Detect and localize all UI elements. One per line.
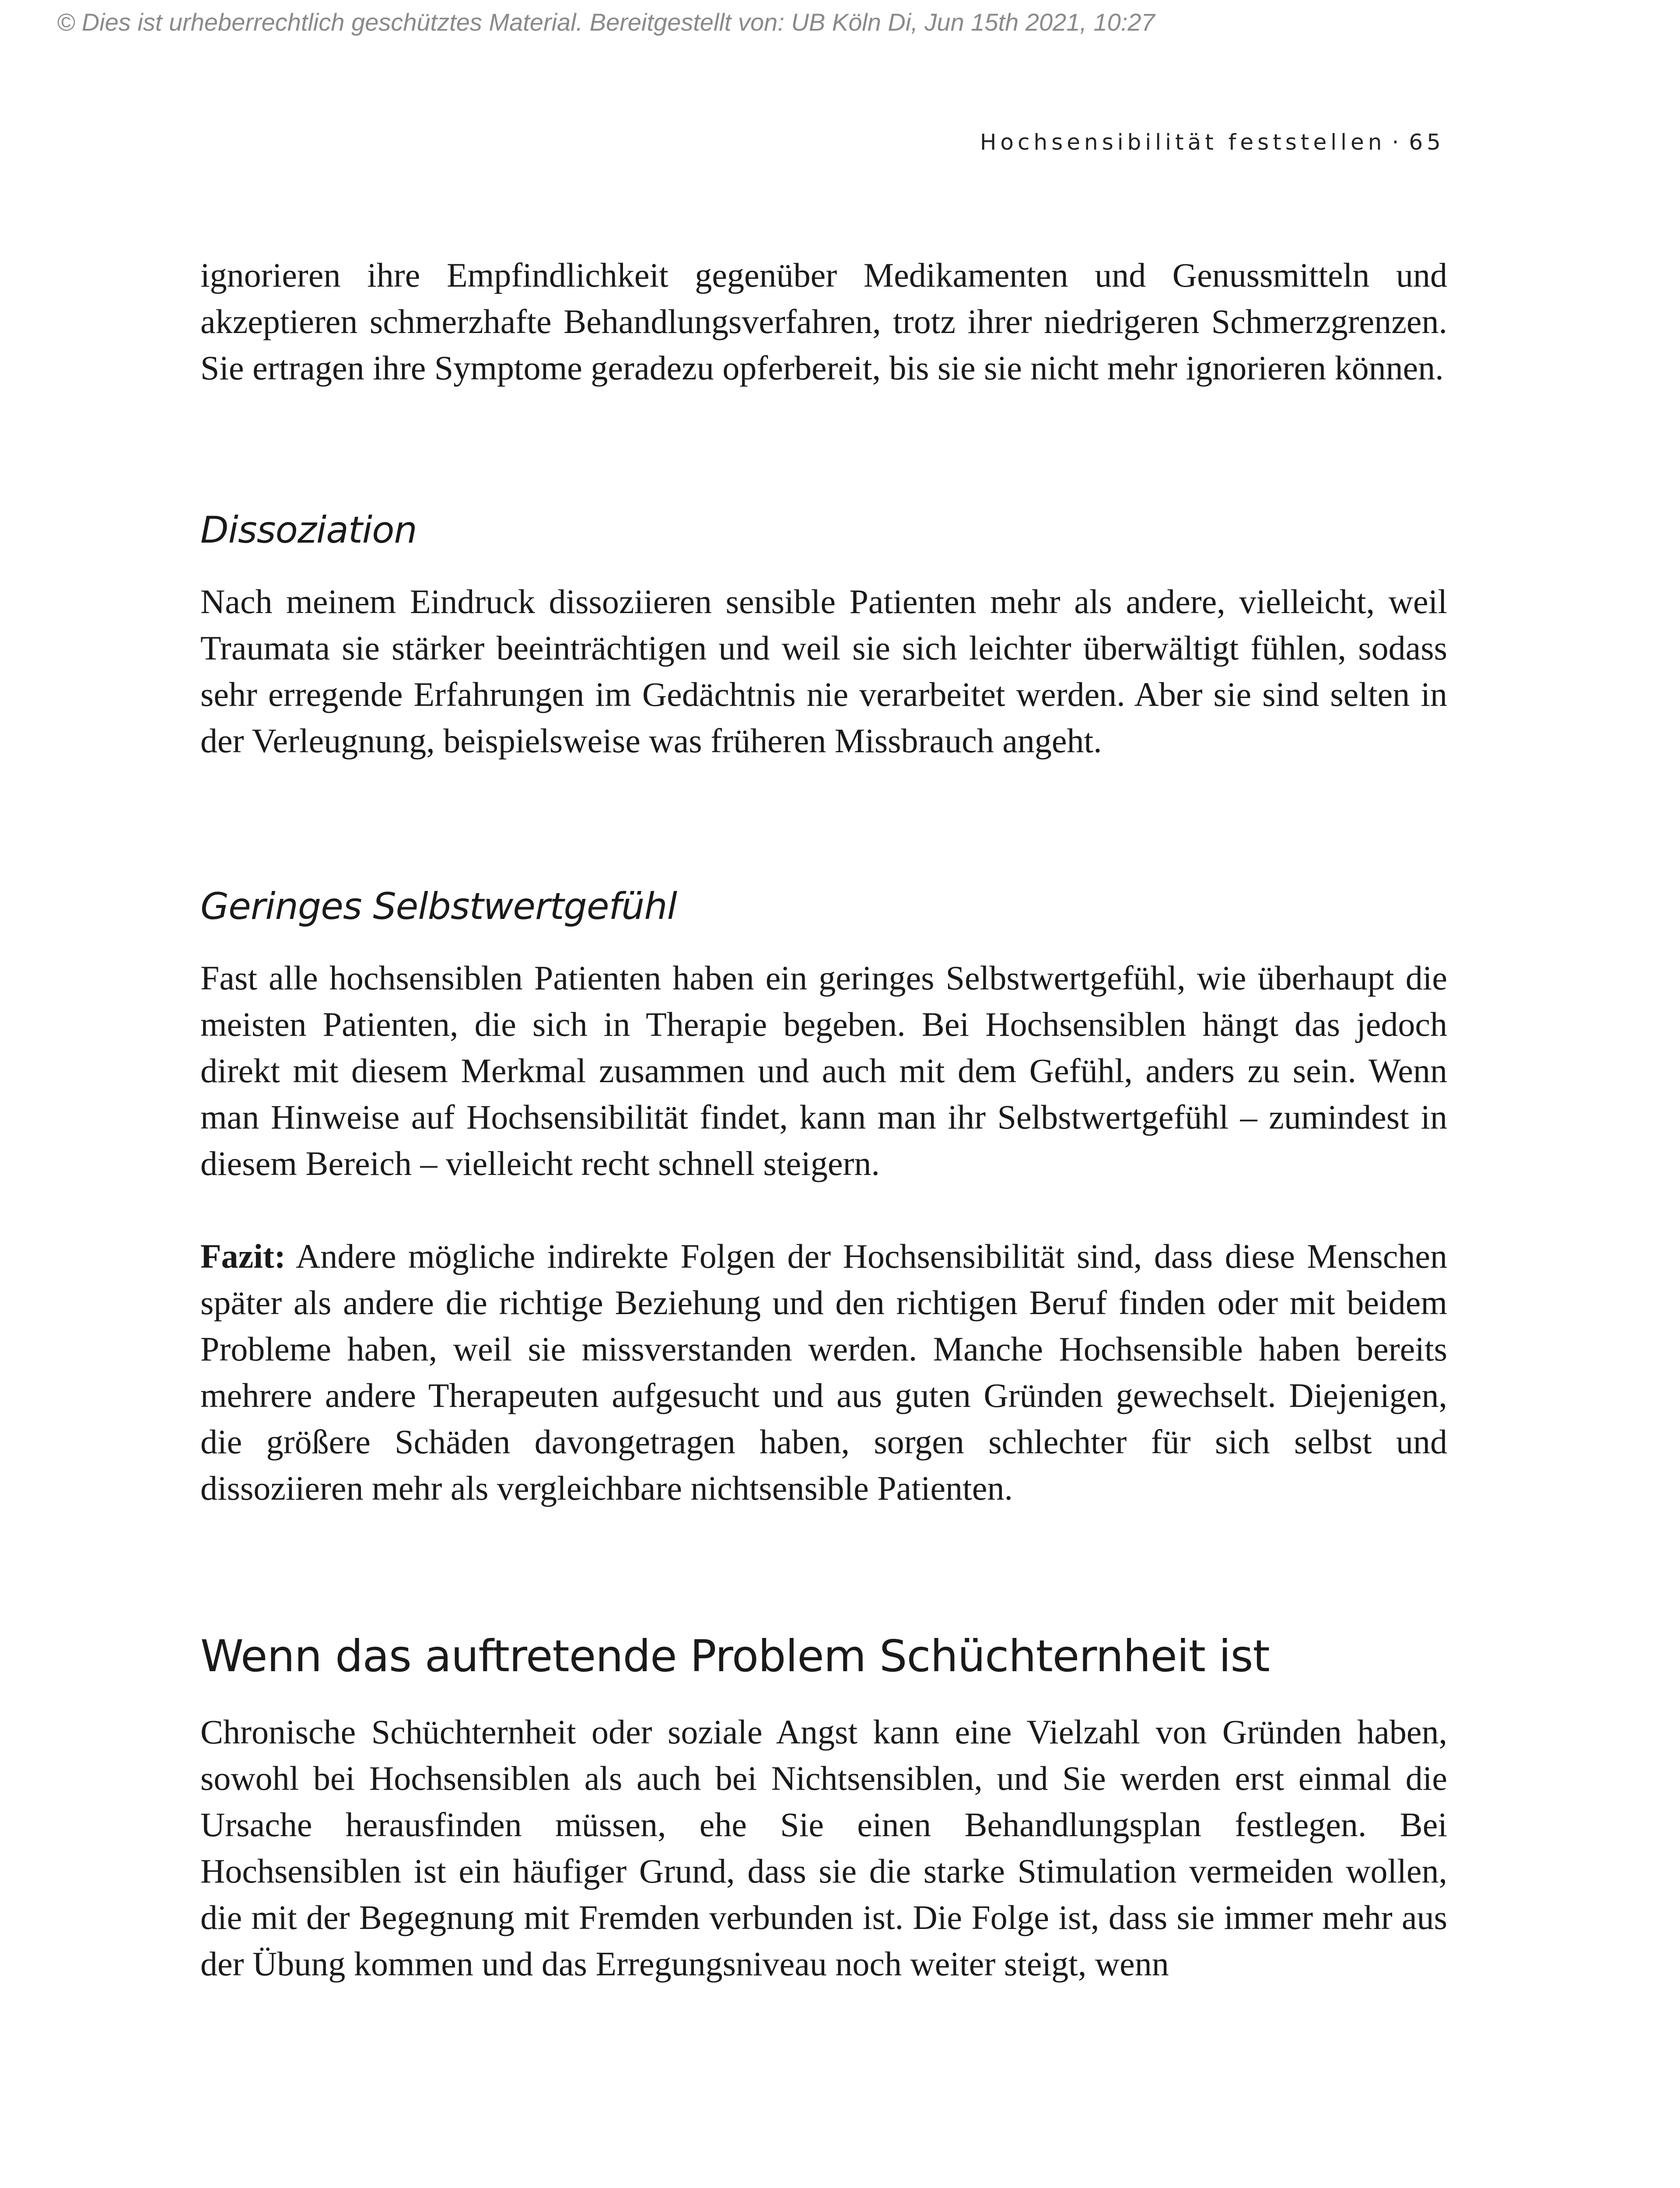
copyright-watermark: © Dies ist urheberrechtlich geschütztes Material. Bereitgestellt von: UB Köln Di, Jun 15th 2021, 10:27 [57,8,1155,36]
heading-dissoziation: Dissoziation [200,508,417,551]
intro-paragraph: ignorieren ihre Empfindlichkeit gegenüber Medikamenten und Genussmitteln und akzeptieren schmerzhafte Behandlungsverfahren, trotz ihrer niedrigeren Schmerzgrenzen. Sie ertragen ihre Symptome geradezu opferbereit, bis sie sie nicht mehr ignorieren können. [200,256,1447,387]
paragraph-schuechternheit: Chronische Schüchternheit oder soziale Angst kann eine Vielzahl von Gründen haben, sowohl bei Hochsensiblen als auch bei Nichtsensiblen, und Sie werden erst einmal die Ursache herausfinden müssen, ehe Sie einen Behandlungsplan festlegen. Bei Hochsensiblen ist ein häufiger Grund, dass sie die starke Stimulation vermeiden wollen, die mit der Begegnung mit Fremden verbunden ist. Die Folge ist, dass sie immer mehr aus der Übung kommen und das Erregungsniveau noch weiter steigt, wenn [200,1713,1447,1983]
fazit-paragraph [200,1233,1447,1511]
fazit-text: Andere mögliche indirekte Folgen der Hochsensibilität sind, dass diese Menschen später als andere die richtige Beziehung und den richtigen Beruf finden oder mit beidem Probleme haben, weil sie missverstanden werden. Manche Hochsensible haben bereits mehrere andere Therapeuten aufgesucht und aus guten Gründen gewechselt. Diejenigen, die größere Schäden davongetragen haben, sorgen schlechter für sich selbst und dissoziieren mehr als vergleichbare nichtsensible Patienten. [200,1237,1447,1507]
fazit-label: Fazit: [200,1237,286,1275]
page-body [200,252,1447,1987]
header-separator: · [1392,130,1403,155]
paragraph-selbstwertgefuehl: Fast alle hochsensiblen Patienten haben ein geringes Selbstwertgefühl, wie überhaupt die meisten Patienten, die sich in Therapie begeben. Bei Hochsensiblen hängt das jedoch direkt mit diesem Merkmal zusammen und auch mit dem Gefühl, anders zu sein. Wenn man Hinweise auf Hochsensibilität findet, kann man ihr Selbstwertgefühl – zumindest in diesem Bereich – vielleicht recht schnell steigern. [200,959,1447,1182]
heading-selbstwertgefuehl: Geringes Selbstwertgefühl [200,885,677,928]
page-number: 65 [1409,130,1445,155]
chapter-title: Hochsensibilität feststellen [980,130,1386,155]
heading-schuechternheit: Wenn das auftretende Problem Schüchternheit ist [200,1630,1270,1682]
paragraph-dissoziation: Nach meinem Eindruck dissoziieren sensible Patienten mehr als andere, vielleicht, weil Traumata sie stärker beeinträchtigen und weil sie sich leichter überwältigt fühlen, sodass sehr erregende Erfahrungen im Gedächtnis nie verarbeitet werden. Aber sie sind selten in der Verleugnung, beispielsweise was früheren Missbrauch angeht. [200,582,1447,760]
running-header [980,130,1445,155]
